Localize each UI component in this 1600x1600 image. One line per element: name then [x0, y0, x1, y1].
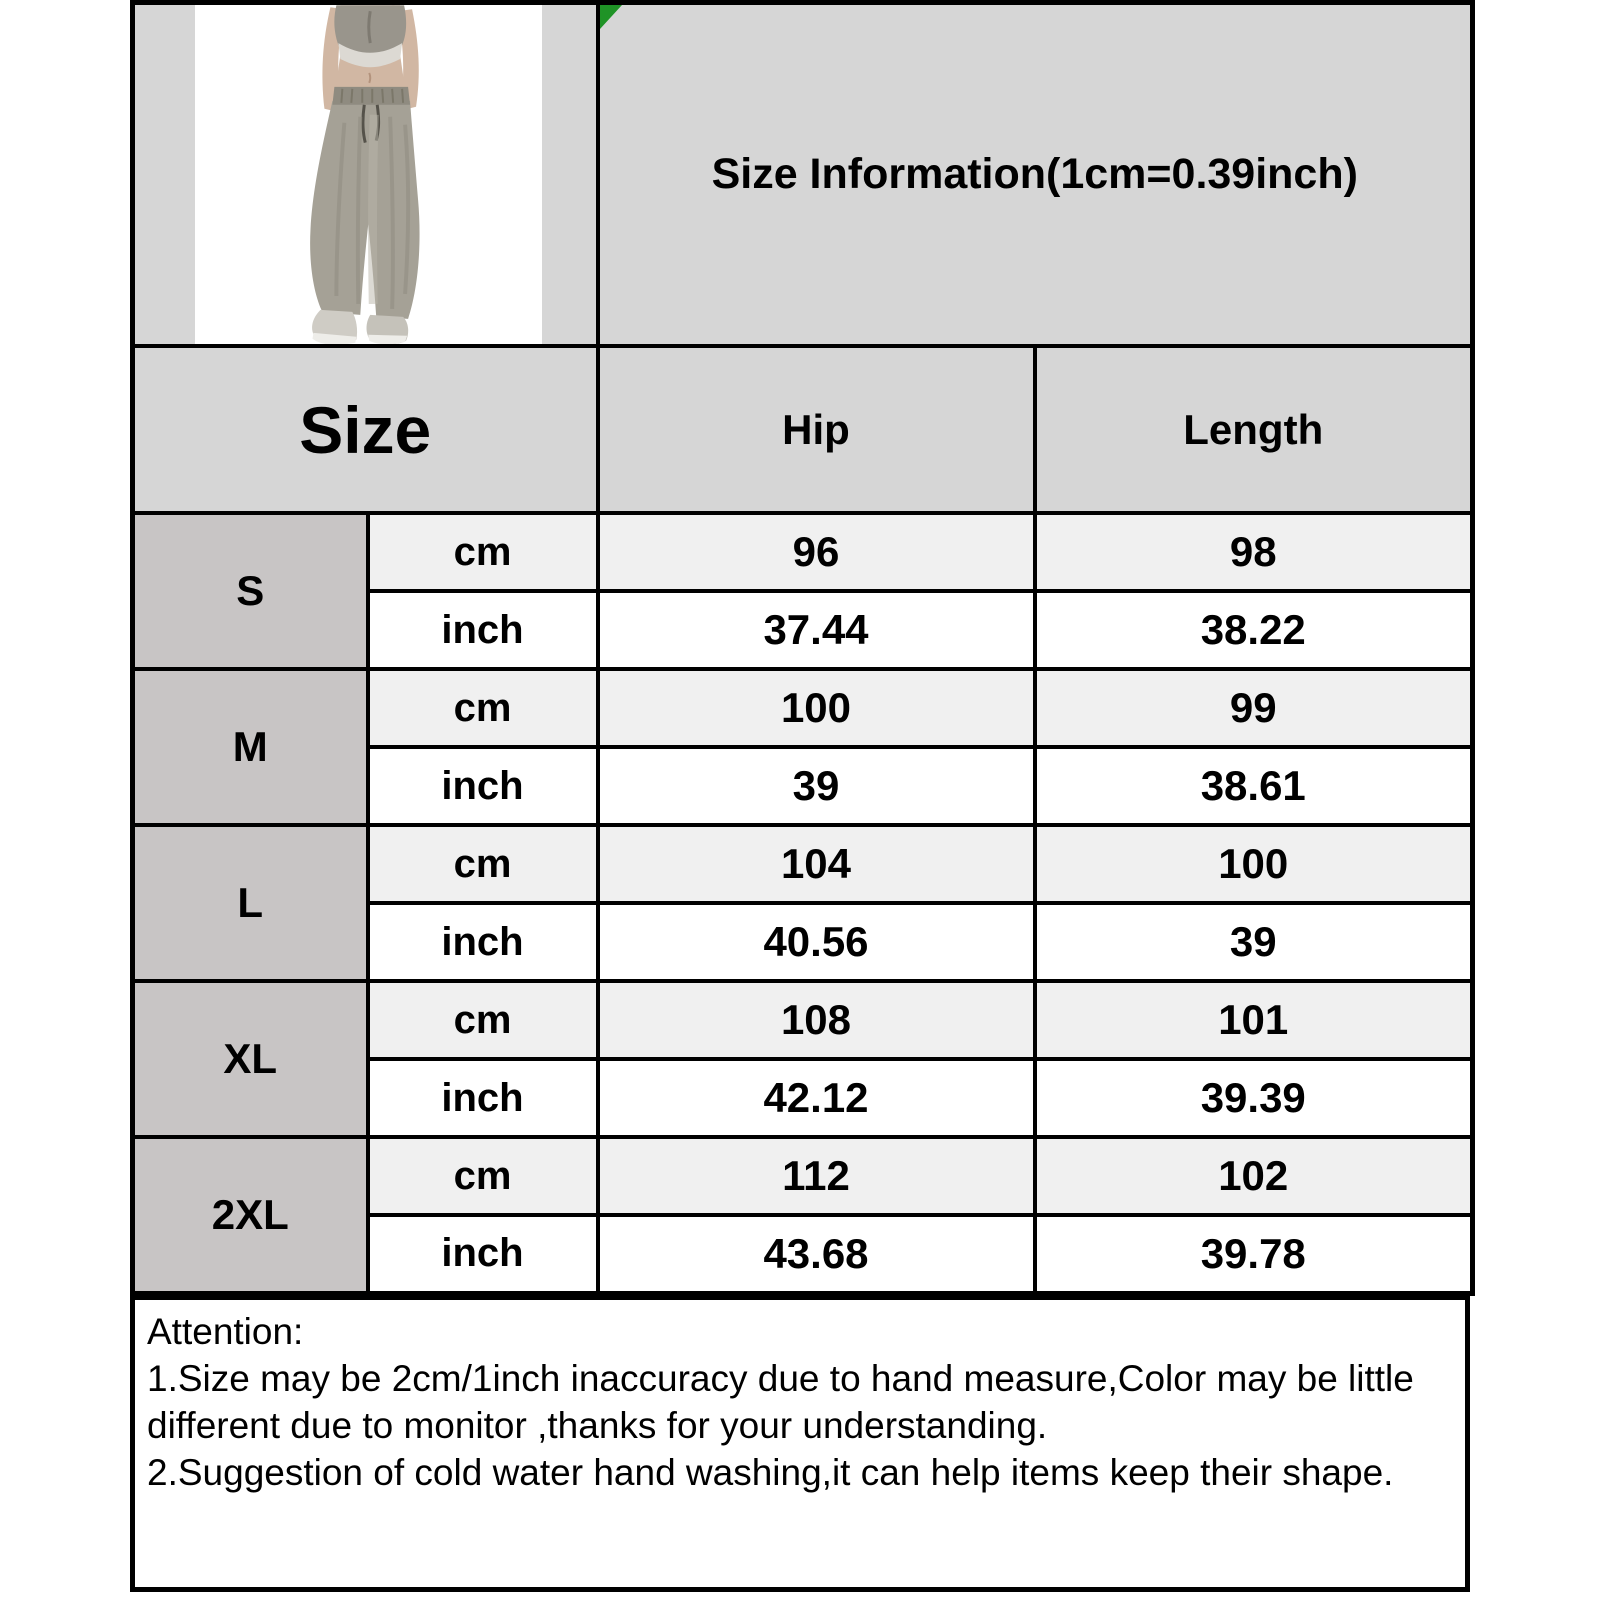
length-value: 38.22 — [1035, 591, 1473, 669]
photo-side-bar — [135, 5, 195, 344]
table-row — [133, 513, 1473, 591]
hip-column-header: Hip — [598, 346, 1035, 513]
photo-side-bar — [542, 5, 596, 344]
unit-label: inch — [368, 903, 598, 981]
attention-note: 1.Size may be 2cm/1inch inaccuracy due to hand measure,Color may be little different due to monitor ,thanks for your understanding. — [147, 1357, 1414, 1446]
length-value: 39.39 — [1035, 1059, 1473, 1137]
unit-label: inch — [368, 1059, 598, 1137]
model-wearing-grey-sweatpants-illustration — [195, 5, 542, 344]
unit-label: cm — [368, 825, 598, 903]
hip-value: 39 — [598, 747, 1035, 825]
hip-value: 104 — [598, 825, 1035, 903]
size-info-title-cell — [598, 3, 1473, 347]
table-row — [133, 669, 1473, 747]
size-row-label: M — [133, 669, 368, 825]
table-row — [133, 981, 1473, 1059]
attention-box — [130, 1296, 1470, 1592]
length-value: 101 — [1035, 981, 1473, 1059]
hip-value: 43.68 — [598, 1215, 1035, 1293]
length-value: 38.61 — [1035, 747, 1473, 825]
attention-note: 2.Suggestion of cold water hand washing,it can help items keep their shape. — [147, 1451, 1394, 1493]
product-photo — [195, 5, 542, 344]
table-row — [133, 825, 1473, 903]
length-value: 98 — [1035, 513, 1473, 591]
table-row — [133, 1137, 1473, 1215]
column-header-row — [133, 346, 1473, 513]
unit-label: cm — [368, 669, 598, 747]
size-row-label: S — [133, 513, 368, 669]
length-value: 102 — [1035, 1137, 1473, 1215]
hip-value: 96 — [598, 513, 1035, 591]
unit-label: inch — [368, 591, 598, 669]
unit-label: inch — [368, 747, 598, 825]
attention-title: Attention: — [147, 1310, 304, 1352]
hip-value: 37.44 — [598, 591, 1035, 669]
unit-label: cm — [368, 981, 598, 1059]
size-column-header: Size — [133, 346, 598, 513]
length-value: 100 — [1035, 825, 1473, 903]
unit-label: cm — [368, 513, 598, 591]
hip-value: 112 — [598, 1137, 1035, 1215]
length-column-header: Length — [1035, 346, 1473, 513]
size-chart-sheet — [130, 0, 1470, 1592]
hip-value: 100 — [598, 669, 1035, 747]
hip-value: 108 — [598, 981, 1035, 1059]
length-value: 99 — [1035, 669, 1473, 747]
hip-value: 42.12 — [598, 1059, 1035, 1137]
size-row-label: XL — [133, 981, 368, 1137]
size-info-title: Size Information(1cm=0.39inch) — [711, 150, 1358, 198]
unit-label: cm — [368, 1137, 598, 1215]
size-row-label: 2XL — [133, 1137, 368, 1293]
length-value: 39.78 — [1035, 1215, 1473, 1293]
length-value: 39 — [1035, 903, 1473, 981]
size-table — [130, 0, 1475, 1296]
hip-value: 40.56 — [598, 903, 1035, 981]
product-photo-cell — [133, 3, 598, 347]
unit-label: inch — [368, 1215, 598, 1293]
title-row — [133, 3, 1473, 347]
cell-note-corner-icon — [600, 5, 622, 29]
size-row-label: L — [133, 825, 368, 981]
